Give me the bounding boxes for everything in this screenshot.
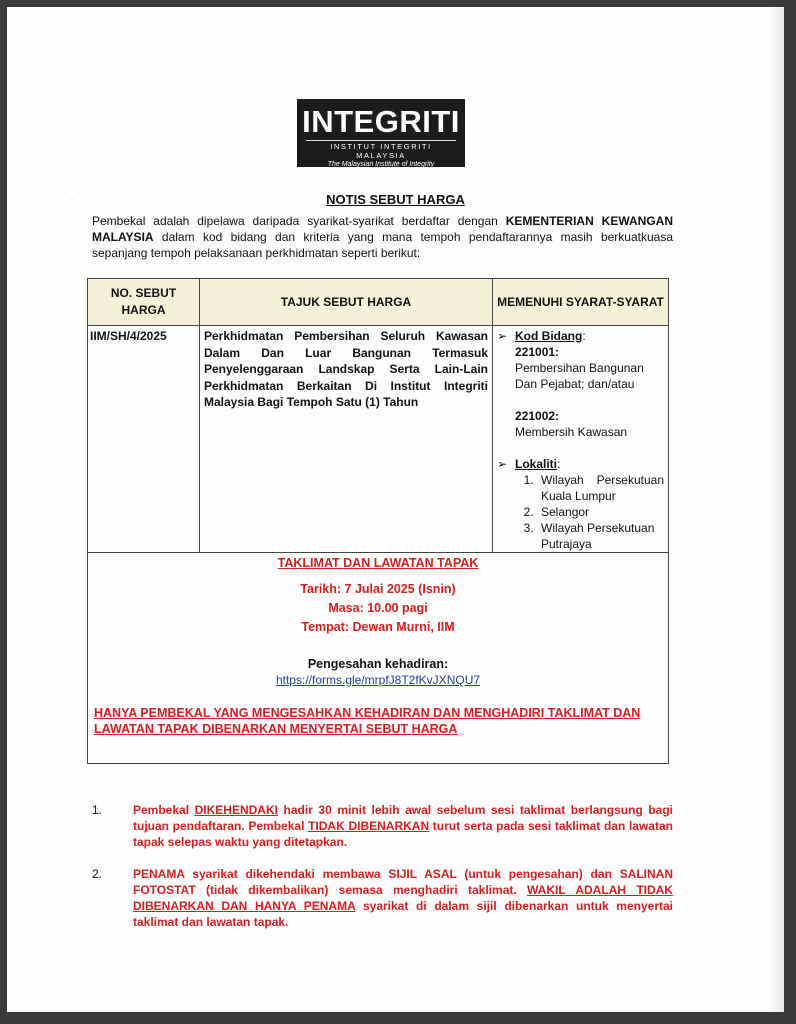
header-syarat: MEMENUHI SYARAT-SYARAT — [493, 279, 669, 326]
quotation-title: Perkhidmatan Pembersihan Seluruh Kawasan Dalam Dan Luar Bangunan Termasuk Penyelenggaraan Landskap Serta Lain-Lain Perkhidmatan Berkaitan Di Institut Integriti Malaysia Bagi Tempoh Satu (1) Tahun — [200, 326, 493, 553]
quotation-table — [87, 278, 669, 764]
note-1 — [92, 802, 673, 850]
logo-word: INTEGRITI — [302, 104, 460, 139]
code-2: 221002: — [515, 409, 560, 423]
note-1-text-d: TIDAK DIBENARKAN — [308, 819, 430, 833]
code-1: 221001: — [515, 345, 560, 359]
table-row — [88, 326, 669, 553]
briefing-cell — [88, 553, 669, 764]
note-2-text-b: WAKIL ADALAH TIDAK DIBENARKAN DAN HANYA PENAMA — [133, 883, 673, 913]
code-2-desc: Membersih Kawasan — [515, 425, 628, 439]
note-number: 2. — [92, 867, 103, 881]
arrow-bullet-icon: ➢ — [497, 457, 508, 471]
kod-bidang-label: Kod Bidang — [515, 329, 583, 343]
list-item: 3. Wilayah Persekutuan Putrajaya — [537, 520, 664, 552]
briefing-date: Tarikh: 7 Julai 2025 (Isnin) — [300, 582, 456, 596]
code-1-desc: Pembersihan Bangunan Dan Pejabat; dan/atau — [515, 361, 644, 391]
table-header-row — [88, 279, 669, 326]
briefing-time: Masa: 10.00 pagi — [328, 601, 428, 615]
confirmation-link[interactable]: https://forms.gle/mrpfJ8T2fKvJXNQU7 — [275, 673, 481, 687]
notice-title: NOTIS SEBUT HARGA — [326, 192, 465, 207]
header-no: NO. SEBUT HARGA — [88, 279, 200, 326]
logo-subtitle: INSTITUT INTEGRITI MALAYSIA — [306, 140, 456, 160]
notice-intro — [92, 213, 673, 261]
note-2-text-c: syarikat di dalam sijil dibenarkan untuk menyertai taklimat dan lawatan tapak. — [133, 899, 674, 929]
intro-text-1: Pembekal adalah dipelawa daripada syarikat-syarikat berdaftar dengan — [92, 214, 506, 228]
integriti-logo — [297, 99, 465, 167]
header-tajuk: TAJUK SEBUT HARGA — [200, 279, 493, 326]
list-item: 2. Selangor — [537, 504, 664, 520]
lokaliti-list — [497, 472, 664, 552]
briefing-title: TAKLIMAT DAN LAWATAN TAPAK — [277, 556, 479, 570]
note-1-text-e: turut serta pada sesi taklimat dan lawatan tapak selepas waktu yang ditetapkan. — [133, 819, 673, 849]
note-2-text-a: PENAMA syarikat dikehendaki membawa SIJIL ASAL (untuk pengesahan) dan SALINAN FOTOSTAT (tidak dikembalikan) semasa menghadiri taklimat. — [133, 867, 673, 897]
quotation-ref: IIM/SH/4/2025 — [88, 326, 200, 553]
page-edge-shadow — [770, 7, 784, 1012]
note-1-text-c: hadir 30 minit lebih awal sebelum sesi taklimat berlangsung bagi tujuan pendaftaran. Pembekal — [133, 803, 673, 833]
briefing-warning: HANYA PEMBEKAL YANG MENGESAHKAN KEHADIRAN DAN MENGHADIRI TAKLIMAT DAN LAWATAN TAPAK DIBENARKAN MENYERTAI SEBUT HARGA — [94, 706, 641, 736]
intro-text-2: dalam kod bidang dan kriteria yang mana tempoh pendaftarannya masih berkuatkuasa sepanjang tempoh pelaksanaan perkhidmatan seperti berikut: — [92, 230, 673, 260]
arrow-bullet-icon: ➢ — [497, 329, 508, 343]
briefing-row — [88, 553, 669, 764]
lokaliti-label: Lokaliti — [515, 457, 558, 471]
intro-bold: KEMENTERIAN KEWANGAN MALAYSIA — [92, 214, 673, 244]
note-text — [133, 802, 673, 850]
briefing-venue: Tempat: Dewan Murni, IIM — [301, 620, 455, 634]
confirmation-label: Pengesahan kehadiran: — [307, 657, 449, 671]
note-number: 1. — [92, 803, 103, 817]
document-page — [7, 7, 784, 1012]
note-1-text-b: DIKEHENDAKI — [194, 803, 278, 817]
note-1-text-a: Pembekal — [133, 803, 195, 817]
note-2 — [92, 866, 673, 930]
list-item: 1. Wilayah Persekutuan Kuala Lumpur — [537, 472, 664, 504]
logo-tagline: The Malaysian Institute of Integrity — [327, 161, 435, 168]
requirements-cell: ➢ Kod Bidang: 221001: Pembersihan Bangunan Dan Pejabat; dan/atau 221002: Membersih Kawasan ➢ Lokaliti: 1. Wilayah Persekutuan Kuala Lumpur 2. Selangor 3. Wilayah Persekutuan Putrajaya — [493, 326, 669, 553]
scan-specks: · · · — [71, 197, 73, 215]
note-text — [133, 866, 673, 930]
